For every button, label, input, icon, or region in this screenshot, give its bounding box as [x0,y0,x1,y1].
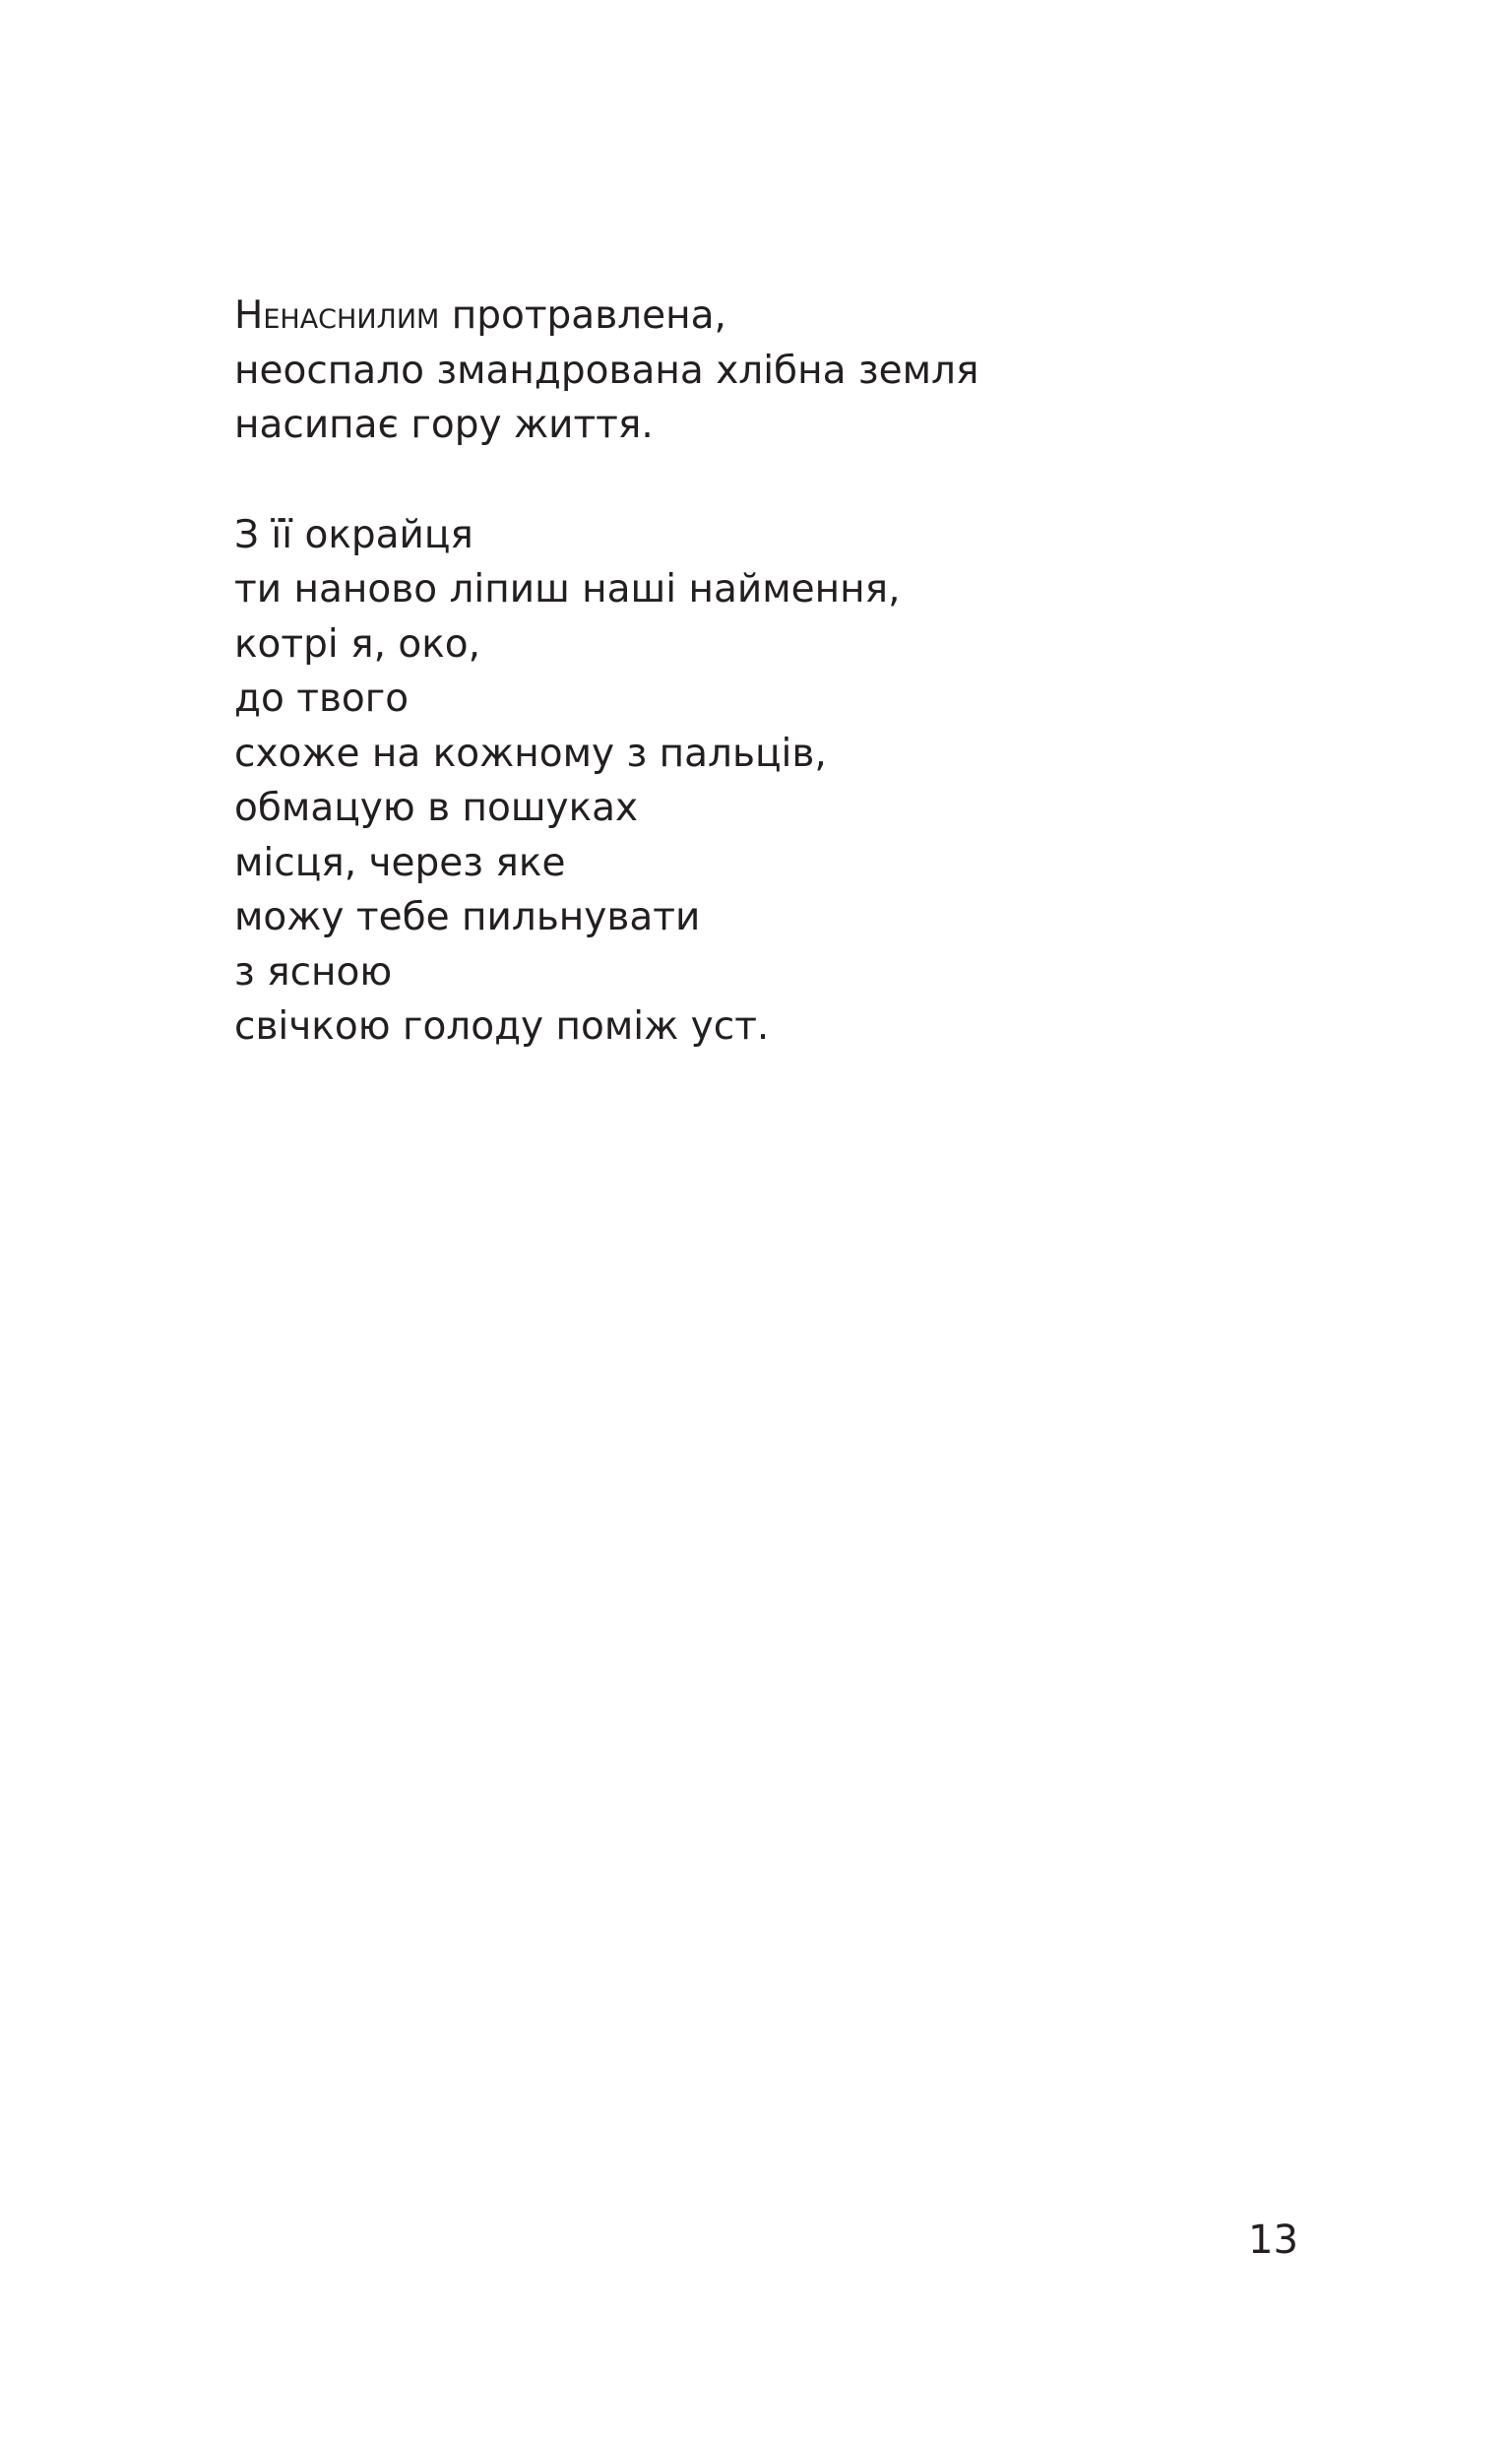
poem-first-word: Ненаснилим [234,293,440,338]
stanza-2 [234,508,1219,1055]
poem-line [234,289,1219,344]
poem-line: неоспало змандрована хлібна земля [234,348,979,393]
poem-line: свічкою голоду поміж уст. [234,1004,770,1049]
poem [234,289,1219,1055]
poem-line: можу тебе пильнувати [234,895,701,939]
poem-line: котрі я, око, [234,621,481,667]
stanza-1 [234,289,1219,453]
poem-line: ти наново ліпиш наші наймення, [234,567,901,611]
poem-line: схоже на кожному з пальців, [234,731,827,776]
poem-line: насипає гору життя. [234,403,654,447]
poem-line-rest: протравлена, [439,293,726,338]
poem-line: обмацую в пошуках [234,786,639,830]
page-number: 13 [1248,2218,1298,2263]
poem-line: місця, через яке [234,840,566,885]
poem-line: з ясною [234,949,393,995]
poem-line: до твого [234,676,410,721]
poem-line: З її окрайця [234,512,473,557]
